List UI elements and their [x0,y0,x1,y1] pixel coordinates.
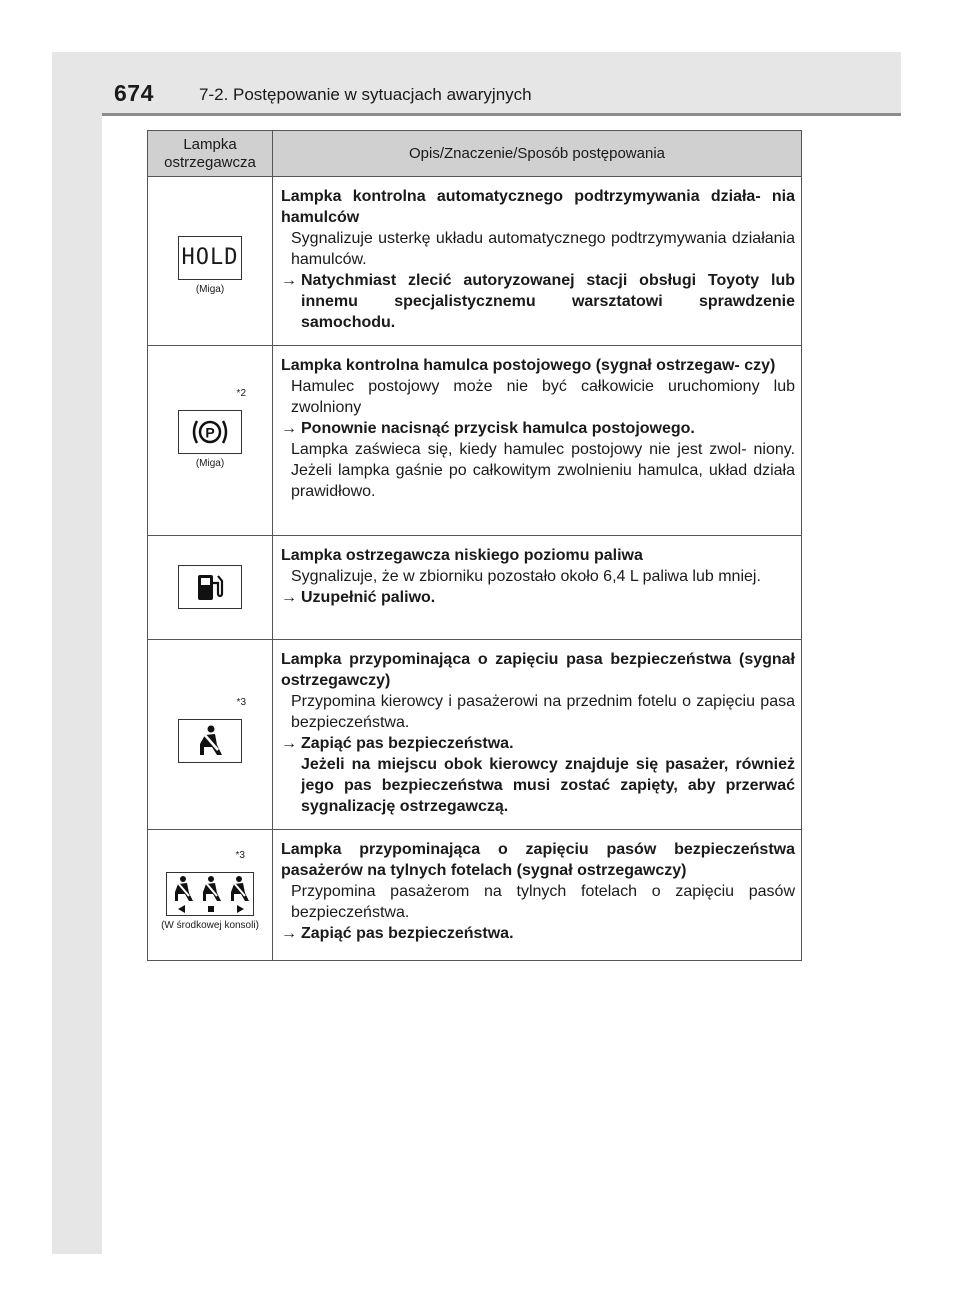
rear-seatbelts-icon [166,872,254,916]
description-cell [273,640,802,830]
entry-action: → Ponownie nacisnąć przycisk hamulca postojowego. [281,418,795,439]
col-header-light: Lampka ostrzegawcza [148,131,273,177]
entry-action-detail: Jeżeli na miejscu obok kierowcy znajduje się pasażer, również jego pas bezpieczeństwa musi zostać zapięty, aby przerwać sygnalizację ostrzegawczą. [301,756,795,815]
seatbelt-icon [178,719,242,763]
table-row [148,177,802,346]
entry-action: → Zapiąć pas bezpieczeństwa. [281,923,795,944]
entry-description: Sygnalizuje usterkę układu automatycznego podtrzymywania działania hamulców. [291,230,795,268]
svg-text:P: P [205,424,215,441]
section-title: 7-2. Postępowanie w sytuacjach awaryjnych [199,85,532,104]
hold-indicator-icon [178,236,242,280]
entry-title: Lampka kontrolna hamulca postojowego (sygnał ostrzegaw- czy) [281,357,776,374]
page-margin-band [52,52,102,1254]
footnote-marker: *2 [236,388,246,399]
description-cell [273,346,802,536]
parking-brake-icon [178,410,242,454]
footnote-marker: *3 [235,849,245,861]
table-row [148,640,802,830]
fuel-pump-icon [178,565,242,609]
icon-note: (W środkowej konsoli) [161,919,259,931]
icon-note: (Miga) [195,458,225,469]
table-row [148,536,802,640]
icon-note: (Miga) [195,283,225,295]
icon-cell [148,640,273,830]
description-cell [273,536,802,640]
entry-action: → Uzupełnić paliwo. [281,587,795,608]
icon-cell [148,177,273,346]
description-cell [273,830,802,961]
icon-cell [148,536,273,640]
col-header-description: Opis/Znaczenie/Sposób postępowania [273,131,802,177]
icon-cell [148,346,273,536]
entry-note: Lampka zaświeca się, kiedy hamulec postojowy nie jest zwol- niony. Jeżeli lampka gaśnie po całkowitym zwolnieniu hamulca, układ działa prawidłowo. [291,441,795,500]
entry-title: Lampka przypominająca o zapięciu pasów bezpieczeństwa pasażerów na tylnych fotelach (sygnał ostrzegawczy) [281,841,795,879]
description-cell [273,177,802,346]
table-header-row [148,131,802,177]
warning-lights-table [147,130,802,961]
entry-title: Lampka przypominająca o zapięciu pasa bezpieczeństwa (sygnał ostrzegawczy) [281,651,795,689]
icon-cell [148,830,273,961]
entry-description: Hamulec postojowy może nie być całkowicie uruchomiony lub zwolniony [291,378,795,416]
entry-description: Sygnalizuje, że w zbiorniku pozostało około 6,4 L paliwa lub mniej. [291,568,761,585]
entry-description: Przypomina kierowcy i pasażerowi na przednim fotelu o zapięciu pasa bezpieczeństwa. [291,693,795,731]
header-divider [102,113,901,116]
entry-action: → Natychmiast zlecić autoryzowanej stacji obsługi Toyoty lub innemu specjalistycznemu warsztatowi sprawdzenie samochodu. [281,270,795,333]
footnote-marker: *3 [236,697,246,708]
hold-icon-label: HOLD [181,245,239,270]
entry-description: Przypomina pasażerom na tylnych fotelach o zapięciu pasów bezpieczeństwa. [291,883,795,921]
entry-title: Lampka kontrolna automatycznego podtrzymywania działa- nia hamulców [281,188,795,226]
page-number: 674 [114,80,154,106]
entry-action: → Zapiąć pas bezpieczeństwa. [281,733,795,754]
table-row [148,830,802,961]
entry-title: Lampka ostrzegawcza niskiego poziomu paliwa [281,547,643,564]
table-row [148,346,802,536]
